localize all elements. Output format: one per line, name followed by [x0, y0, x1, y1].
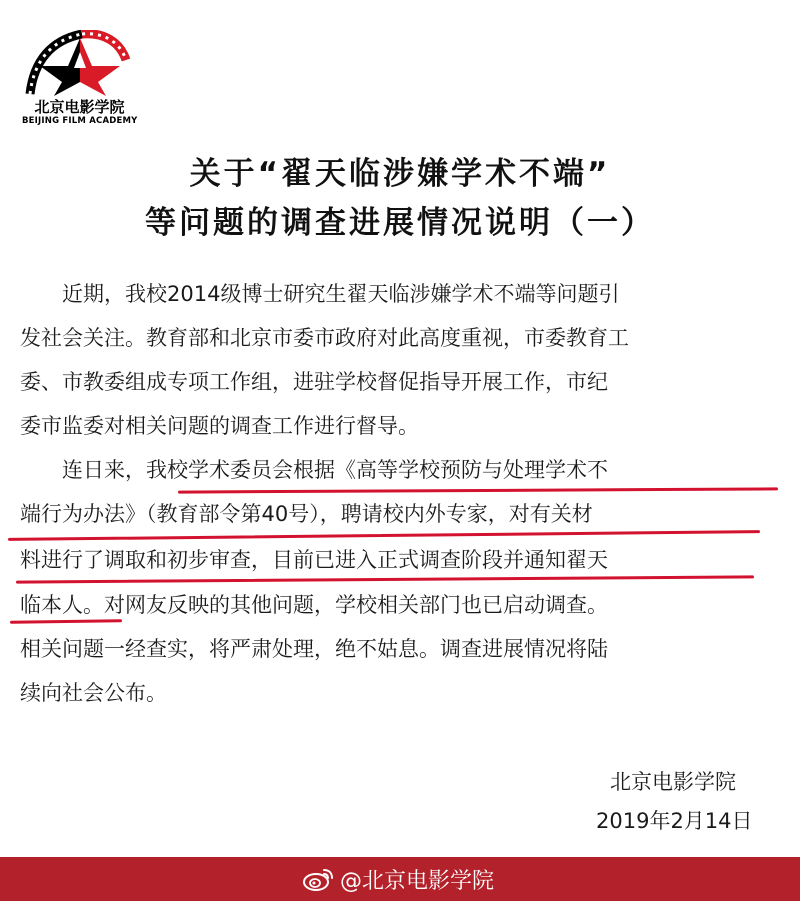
body-line: 近期，我校2014级博士研究生翟天临涉嫌学术不端等问题引: [20, 282, 620, 306]
red-underline: [178, 487, 778, 493]
logo: [22, 30, 137, 132]
body-line: 料进行了调取和初步审查，目前已进入正式调查阶段并通知翟天: [20, 548, 608, 572]
body-line: 连日来，我校学术委员会根据《高等学校预防与处理学术不: [20, 458, 608, 482]
document-title-line-2: 等问题的调查进展情况说明（一）: [145, 205, 655, 241]
body-line: 委、市教委组成专项工作组，进驻学校督促指导开展工作，市纪: [20, 370, 608, 394]
star-film-logo-icon: [22, 30, 137, 98]
logo-name-cn: 北京电影学院: [34, 98, 125, 116]
body-line: 临本人。对网友反映的其他问题，学校相关部门也已启动调查。: [20, 593, 608, 617]
weibo-watermark: [302, 865, 494, 893]
body-line: 续向社会公布。: [20, 681, 167, 705]
signature-date: 2019年2月14日: [596, 809, 753, 833]
weibo-watermark-bar: [0, 857, 800, 901]
body-line: 相关问题一经查实，将严肃处理，绝不姑息。调查进展情况将陆: [20, 637, 608, 661]
red-underline: [16, 575, 754, 583]
weibo-handle: @北京电影学院: [340, 868, 495, 894]
document-title-line-1: 关于“翟天临涉嫌学术不端”: [189, 156, 611, 192]
logo-name-en: BEIJING FILM ACADEMY: [22, 116, 138, 126]
red-underline: [10, 619, 122, 624]
weibo-icon: [302, 866, 336, 892]
body-line: 端行为办法》（教育部令第40号），聘请校内外专家，对有关材: [20, 502, 593, 526]
red-underline: [8, 530, 760, 541]
body-line: 委市监委对相关问题的调查工作进行督导。: [20, 414, 419, 438]
signature-org: 北京电影学院: [610, 770, 736, 794]
body-line: 发社会关注。教育部和北京市委市政府对此高度重视，市委教育工: [20, 326, 629, 350]
